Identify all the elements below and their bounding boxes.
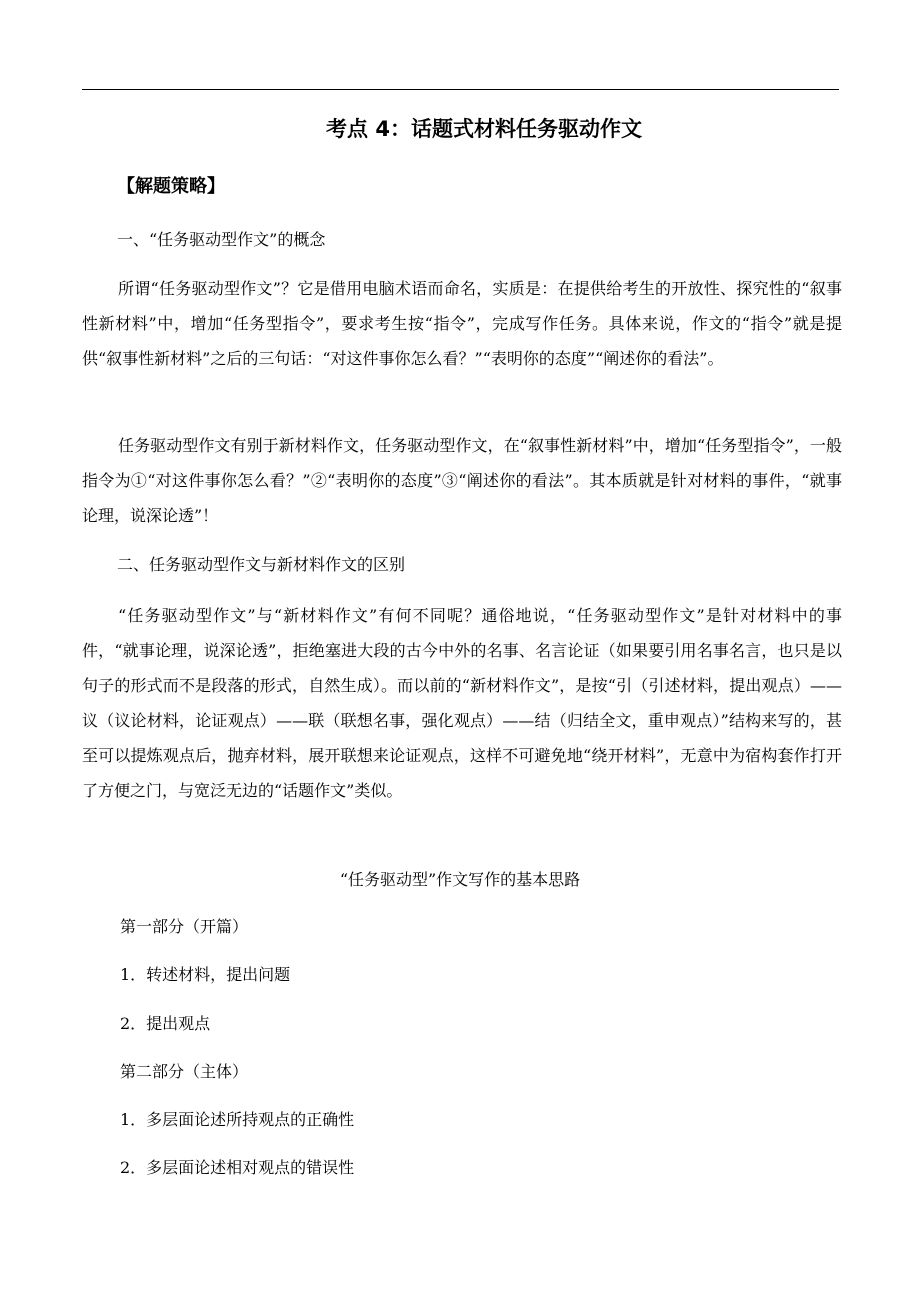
heading-difference: 二、任务驱动型作文与新材料作文的区别: [117, 555, 406, 574]
page-title: 考点 4：话题式材料任务驱动作文: [326, 117, 642, 141]
section-label: 【解题策略】: [117, 176, 225, 197]
paragraph-definition: 任务驱动型作文有别于新材料作文，任务驱动型作文，在“叙事性新材料”中，增加“任务型指令”，一般指令为①“对这件事你怎么看？”②“表明你的态度”③“阐述你的看法”。其本质就是针对材料的事件，“就事论理，说深论透”！: [82, 436, 842, 525]
list-item: 2．多层面论述相对观点的错误性: [120, 1158, 355, 1177]
heading-concept: 一、“任务驱动型作文”的概念: [117, 230, 326, 249]
list-item: 1．多层面论述所持观点的正确性: [120, 1110, 355, 1129]
part-two-heading: 第二部分（主体）: [120, 1062, 249, 1081]
list-item: 2．提出观点: [120, 1014, 211, 1033]
list-item: 1．转述材料，提出问题: [120, 965, 291, 984]
part-one-heading: 第一部分（开篇）: [120, 917, 249, 936]
paragraph-concept: 所谓“任务驱动型作文”？它是借用电脑术语而命名，实质是：在提供给考生的开放性、探究性的“叙事性新材料”中，增加“任务型指令”，要求考生按“指令”，完成写作任务。具体来说，作文的“指令”就是提供“叙事性新材料”之后的三句话：“对这件事你怎么看？”“表明你的态度”“阐述你的看法”。: [82, 279, 842, 368]
outline-title: “任务驱动型”作文写作的基本思路: [339, 870, 581, 889]
paragraph-difference: “任务驱动型作文”与“新材料作文”有何不同呢？通俗地说，“任务驱动型作文”是针对材料中的事件，“就事论理，说深论透”，拒绝塞进大段的古今中外的名事、名言论证（如果要引用名事名言，也只是以句子的形式而不是段落的形式，自然生成）。而以前的“新材料作文”，是按“引（引述材料，提出观点）——议（议论材料，论证观点）——联（联想名事，强化观点）——结（归结全文，重申观点）”结构来写的，甚至可以提炼观点后，抛弃材料，展开联想来论证观点，这样不可避免地“绕开材料”，无意中为宿构套作打开了方便之门，与宽泛无边的“话题作文”类似。: [82, 606, 842, 800]
header-rule: [82, 89, 839, 90]
